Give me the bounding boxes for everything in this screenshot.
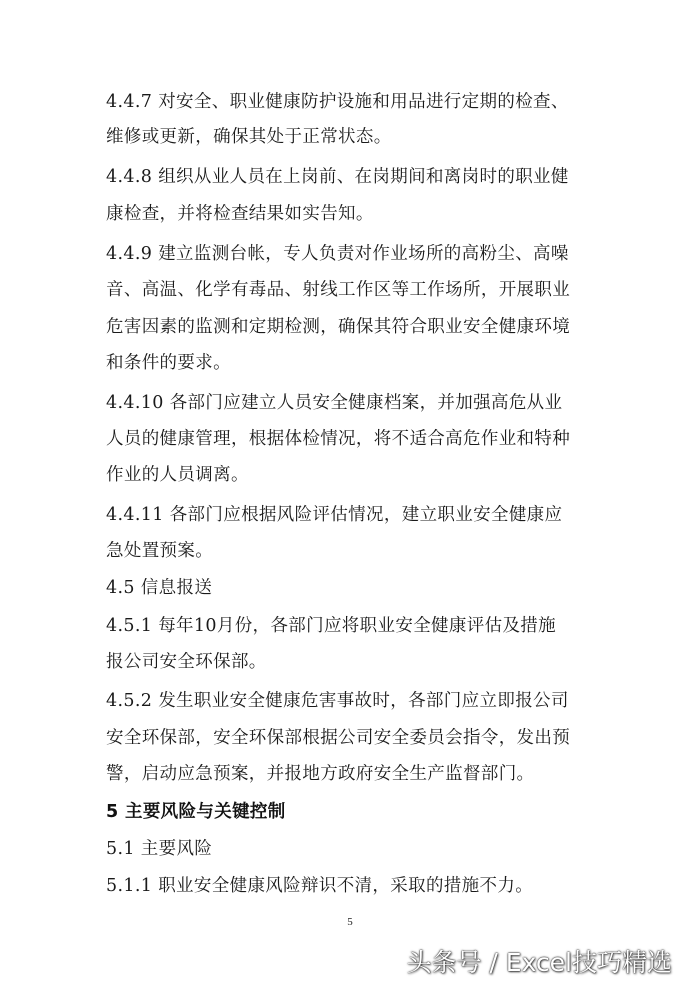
text-line: 急处置预案。 xyxy=(106,541,214,561)
watermark-text: 头条号 / Excel技巧精选 xyxy=(406,948,672,977)
text-line: 和条件的要求。 xyxy=(106,353,231,373)
text-line: 报公司安全环保部。 xyxy=(106,652,267,672)
text-line: 安全环保部，安全环保部根据公司安全委员会指令，发出预 xyxy=(106,728,571,748)
text-line: 4.4.8 组织从业人员在上岗前、在岗期间和离岗时的职业健 xyxy=(106,167,569,187)
text-line: 4.5.2 发生职业安全健康危害事故时，各部门应立即报公司 xyxy=(106,691,569,711)
text-line: 危害因素的监测和定期检测，确保其符合职业安全健康环境 xyxy=(106,317,571,337)
text-line: 人员的健康管理，根据体检情况，将不适合高危作业和特种 xyxy=(106,429,571,449)
text-line: 4.4.10 各部门应建立人员安全健康档案，并加强高危从业 xyxy=(106,393,563,413)
text-line: 维修或更新，确保其处于正常状态。 xyxy=(106,127,392,147)
text-line: 警，启动应急预案，并报地方政府安全生产监督部门。 xyxy=(106,764,535,784)
section-heading: 5.1 主要风险 xyxy=(106,839,213,859)
text-line: 康检查，并将检查结果如实告知。 xyxy=(106,204,374,224)
text-line: 5.1.1 职业安全健康风险辩识不清，采取的措施不力。 xyxy=(106,876,534,896)
page-number: 5 xyxy=(347,916,353,928)
text-line: 4.4.11 各部门应根据风险评估情况，建立职业安全健康应 xyxy=(106,505,563,525)
text-line: 作业的人员调离。 xyxy=(106,465,249,485)
section-heading: 4.5 信息报送 xyxy=(106,578,213,598)
text-line: 4.4.9 建立监测台帐，专人负责对作业场所的高粉尘、高噪 xyxy=(106,244,569,264)
text-line: 音、高温、化学有毒品、射线工作区等工作场所，开展职业 xyxy=(106,280,571,300)
text-line: 4.4.7 对安全、职业健康防护设施和用品进行定期的检查、 xyxy=(106,92,569,112)
chapter-heading: 5 主要风险与关键控制 xyxy=(106,802,286,822)
text-line: 4.5.1 每年10月份，各部门应将职业安全健康评估及措施 xyxy=(106,616,557,636)
